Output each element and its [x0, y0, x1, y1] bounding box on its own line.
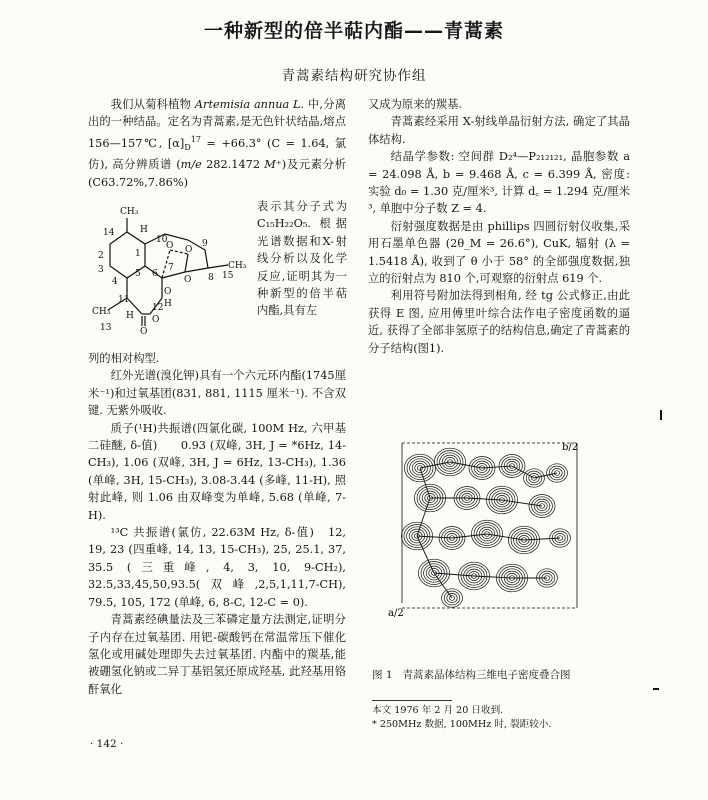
figure-number: 图 1: [372, 669, 393, 681]
bond: [185, 268, 208, 272]
chemistry-paragraph: 青蒿素经碘量法及三苯磷定量方法测定,证明分子内存在过氧基团. 用钯-碳酸钙在常温常压下催化氢化或用碱处理即失去过氧基团. 内酯中的羰基,能被硼氢化钠或二异丁基铝氢还原成羟基, 此羟基用铬酐氧化: [88, 613, 346, 696]
footnote-received: 本文 1976 年 2 月 20 日收到.: [372, 705, 504, 716]
struct-label: CH₃: [120, 207, 139, 217]
label-a-half: a/2: [388, 608, 404, 619]
figure-title: 青蒿素晶体结构三维电子密度叠合图: [402, 669, 571, 681]
struct-label: 13: [100, 323, 112, 333]
xray-paragraph: 青蒿素经采用 X-射线单晶衍射方法, 确定了其晶体结构.: [368, 115, 630, 146]
struct-label: O: [185, 245, 193, 255]
struct-label: H: [164, 299, 172, 309]
struct-label: O: [166, 241, 174, 251]
struct-label: 8: [208, 273, 214, 283]
bond: [208, 265, 228, 268]
bond-line: [420, 468, 430, 498]
struct-label: 12: [152, 303, 164, 313]
author-group: 青蒿素结构研究协作组: [281, 68, 427, 84]
bond-line: [502, 500, 542, 506]
left-column-lower: [88, 350, 346, 698]
right-continuation: 又成为原来的羰基.: [368, 98, 462, 111]
intro-paragraph-end: 列的相对构型.: [88, 352, 160, 365]
struct-label: 4: [112, 277, 118, 287]
label-b-half: b/2: [562, 442, 579, 453]
struct-label: 7: [168, 263, 174, 273]
cnmr-paragraph: ¹³C 共振谱(氯仿, 22.63M Hz, δ-值) 12, 19, 23 (四重峰, 14, 13, 15-CH₃), 25, 25.1, 37, 35.5 (三重峰, 4, 3, 10, 9-CH₂), 32.5,33,45,50,93.5(双峰,2,5,1,11,7-CH), 79.5, 105, 172 (单峰, 6, 8-C, 12-C = 0).: [88, 526, 346, 609]
struct-label: O: [140, 327, 148, 337]
bond-line: [474, 576, 512, 578]
right-column: [368, 96, 630, 357]
figure-caption: [372, 667, 634, 682]
species-name: Artemisia annua L.: [194, 98, 305, 111]
bond-line: [434, 573, 474, 576]
molecule-bonds: [417, 462, 560, 598]
struct-label: 3: [98, 265, 104, 275]
struct-label: 9: [202, 239, 208, 249]
ir-paragraph: 红外光谱(溴化钾)具有一个六元环内酯(1745厘米⁻¹)和过氧基团(831, 881, 1115 厘米⁻¹). 不含双键. 无紫外吸收.: [88, 369, 346, 418]
page-number: · 142 ·: [90, 738, 124, 750]
struct-label: CH₃: [92, 307, 111, 317]
phase-paragraph: 利用符号附加法得到相角, 经 tg 公式修正,由此获得 E 图, 应用傅里叶综合法作电子密度函数的逼近, 获得了全部非氢原子的结构信息,确定了青蒿素的分子结构(图1).: [368, 289, 630, 355]
density-contours: [401, 448, 570, 607]
struct-label: H: [126, 311, 134, 321]
struct-label: CH₃: [228, 261, 247, 271]
bond-line: [534, 473, 557, 478]
footnote-divider: [372, 700, 452, 701]
left-column: [88, 96, 346, 191]
article-title: 一种新型的倍半萜内酯——青蒿素: [203, 20, 504, 42]
struct-label: O: [152, 315, 160, 325]
struct-label: 11: [118, 295, 130, 305]
struct-label: H: [140, 225, 148, 235]
artemisinin-structure: [90, 202, 255, 350]
struct-label: 10: [156, 235, 168, 245]
scan-mark: [653, 688, 659, 690]
electron-density-figure: [372, 438, 632, 653]
struct-label: 2: [98, 251, 104, 261]
struct-label: 5: [135, 269, 141, 279]
crystal-params-paragraph: 结晶学参数: 空间群 D₂⁴—P₂₁₂₁₂₁, 晶胞参数 a = 24.098 Å, b = 9.468 Å, c = 6.399 Å, 密度: 实验 d₀ = 1.30 克/厘米³, 计算 d꜀ = 1.294 克/厘米³, 单胞中分子数 Z = 4.: [368, 150, 630, 216]
bond-line: [452, 534, 487, 538]
intro-paragraph: 我们从菊科植物 Artemisia annua L. 中,分离出的一种结晶。定名为青蒿素,是无色针状结晶,熔点 156—157℃, $[\alpha]_D^{17} = +66.3^\circ$ (C = 1.64, 氯仿), 高分辨质谱 (m/e 282.1472 M⁺)及元素分析(C63.72%,7.86%): [88, 98, 347, 189]
struct-label: 15: [222, 271, 234, 281]
scan-mark: [660, 410, 662, 420]
bond-line: [420, 462, 450, 468]
struct-label: 1: [135, 249, 141, 259]
bond: [185, 254, 188, 272]
struct-label: 6: [152, 269, 158, 279]
footnotes: [372, 704, 634, 732]
struct-label: O: [164, 287, 172, 297]
struct-label: O: [184, 275, 192, 285]
diffraction-paragraph: 衍射强度数据是由 phillips 四圆衍射仪收集,采用石墨单色器 (2θ_M = 26.6°), CuK, 辐射 (λ = 1.5418 Å), 收到了 θ 小于 58° 的全部强度数据,独立的衍射点为 810 个,可观察的衍射点 619 个.: [368, 219, 630, 286]
structure-wrap-text: 表示其分子式为C₁₅H₂₂O₅. 根据光谱数据和X-射线分析以及化学反应,证明其为一种新型的倍半萜内酯,具有左: [257, 200, 347, 318]
struct-label: 14: [103, 228, 115, 238]
footnote-asterisk: * 250MHz 数据, 100MHz 时, 裂距较小.: [372, 719, 552, 730]
hnmr-paragraph: 质子(¹H)共振谱(四氯化碳, 100M Hz, 六甲基二硅醚, δ-值) 0.93 (双峰, 3H, J = *6Hz, 14-CH₃), 1.06 (双峰, 3H, J = 6Hz, 13-CH₃), 1.36 (单峰, 3H, 15-CH₃), 3.08-3.44 (多峰, 11-H), 照射此峰, 则 1.06 由双峰变为单峰, 5.68 (单峰, 7-H).: [88, 421, 346, 522]
